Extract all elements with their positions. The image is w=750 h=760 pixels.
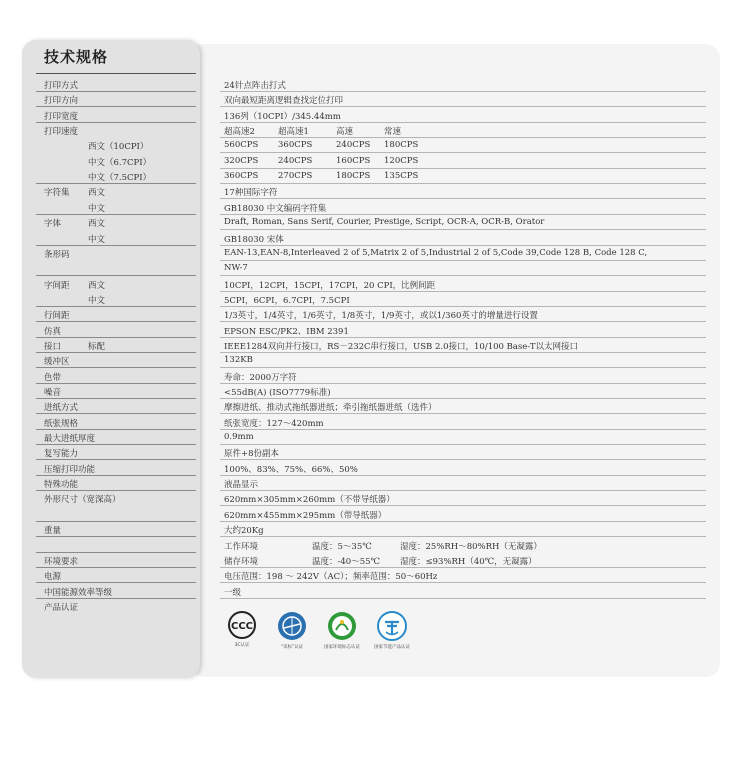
spec-value: 摩擦进纸、推动式拖纸器进纸；牵引拖纸器进纸（选件）	[224, 403, 437, 414]
spec-label: 字符集	[44, 188, 70, 199]
spec-value: 136列（10CPI）/345.44mm	[224, 111, 341, 122]
spec-value: IEEE1284双向并行接口，RS－232C串行接口，USB 2.0接口，10/100 Base-T以太网接口	[224, 341, 579, 352]
spec-row	[0, 369, 750, 384]
spec-label: 纸张规格	[44, 418, 79, 429]
speed-cell: 常速	[384, 127, 402, 138]
spec-label: 色带	[44, 372, 62, 383]
logo-caption: 国家节能产品认证	[374, 645, 410, 650]
spec-row	[0, 553, 750, 568]
spec-label: 打印方向	[44, 96, 79, 107]
spec-value: 液晶显示	[224, 480, 259, 491]
spec-label: 缓冲区	[44, 357, 70, 368]
spec-value: 620mm×455mm×295mm（带导纸器）	[224, 510, 387, 521]
speed-cell: 超高速2	[224, 127, 255, 138]
speed-cell: 360CPS	[278, 140, 313, 151]
spec-value: 原件+8份副本	[224, 449, 280, 460]
spec-label: 条形码	[44, 249, 70, 260]
spec-row	[0, 307, 750, 322]
spec-row	[0, 77, 750, 92]
caibiao-certification-icon	[272, 610, 312, 642]
spec-sublabel: 西文（10CPI）	[88, 142, 149, 153]
spec-value: 1/3英寸，1/4英寸，1/6英寸，1/8英寸，1/9英寸，或以1/360英寸的增量进行设置	[224, 311, 538, 322]
spec-row	[0, 277, 750, 292]
spec-row	[0, 200, 750, 215]
spec-row	[0, 338, 750, 353]
ccc-certification-icon	[222, 610, 262, 640]
spec-label: 中国能源效率等级	[44, 587, 113, 598]
spec-row	[0, 292, 750, 307]
spec-row	[0, 384, 750, 399]
spec-row	[0, 538, 750, 553]
certification-logo	[222, 610, 262, 648]
spec-row	[0, 261, 750, 276]
spec-row	[0, 491, 750, 506]
speed-cell: 320CPS	[224, 155, 259, 166]
spec-label: 环境要求	[44, 556, 79, 567]
spec-sublabel: 西文	[88, 219, 106, 230]
environment-cell: 储存环境	[224, 556, 259, 567]
spec-label: 打印方式	[44, 81, 79, 91]
environment-cell: 温度：5～35℃	[312, 541, 372, 552]
spec-row	[0, 215, 750, 230]
speed-cell: 120CPS	[384, 155, 419, 166]
spec-row	[0, 430, 750, 445]
spec-value: EAN-13,EAN-8,Interleaved 2 of 5,Matrix 2 of 5,Industrial 2 of 5,Code 39,Code 128 B, Code 128 C,	[224, 247, 648, 258]
spec-label: 接口	[44, 341, 62, 352]
spec-sublabel: 西文	[88, 280, 106, 291]
spec-value: GB18030 宋体	[224, 234, 284, 245]
spec-label: 外形尺寸（宽深高）	[44, 495, 121, 506]
spec-label: 最大进纸厚度	[44, 434, 96, 445]
svg-text:CCC: CCC	[230, 621, 254, 632]
certification-logo	[372, 610, 412, 650]
spec-row	[0, 108, 750, 123]
spec-row	[0, 154, 750, 169]
spec-row	[0, 323, 750, 338]
spec-value: 620mm×305mm×260mm（不带导纸器）	[224, 495, 395, 506]
speed-cell: 135CPS	[384, 171, 419, 182]
spec-sublabel: 西文	[88, 188, 106, 199]
spec-row	[0, 584, 750, 599]
spec-sublabel: 中文	[88, 234, 106, 245]
spec-label: 字间距	[44, 280, 70, 291]
spec-label: 进纸方式	[44, 403, 79, 414]
spec-value: 132KB	[224, 355, 253, 366]
spec-sublabel: 标配	[88, 341, 106, 352]
spec-row	[0, 138, 750, 153]
spec-row	[0, 507, 750, 522]
spec-value: Draft, Roman, Sans Serif, Courier, Prestige, Script, OCR-A, OCR-B, Orator	[224, 217, 545, 228]
spec-value: 双向最短距离逻辑查找定位打印	[224, 96, 344, 107]
certification-logo	[322, 610, 362, 650]
spec-row	[0, 476, 750, 491]
spec-row	[0, 445, 750, 460]
page-title: 技术规格	[44, 48, 109, 66]
spec-value: NW-7	[224, 263, 248, 274]
speed-cell: 超高速1	[278, 127, 309, 138]
speed-cell: 360CPS	[224, 171, 259, 182]
spec-label: 压缩打印功能	[44, 464, 96, 475]
spec-value: 17种国际字符	[224, 188, 278, 199]
spec-value: 24针点阵击打式	[224, 81, 286, 91]
spec-value: 10CPI，12CPI，15CPI，17CPI，20 CPI，比例间距	[224, 280, 436, 291]
spec-row	[0, 92, 750, 107]
spec-value: 纸张宽度：127～420mm	[224, 418, 324, 429]
spec-row	[0, 399, 750, 414]
energy-saving-icon	[372, 610, 412, 642]
spec-row	[0, 415, 750, 430]
spec-label: 复写能力	[44, 449, 79, 460]
speed-cell: 160CPS	[336, 155, 371, 166]
speed-cell: 180CPS	[384, 140, 419, 151]
spec-row	[0, 568, 750, 583]
spec-row	[0, 246, 750, 261]
spec-value: EPSON ESC/PK2、IBM 2391	[224, 326, 349, 337]
title-divider	[36, 73, 196, 74]
spec-row	[0, 231, 750, 246]
spec-sublabel: 中文（7.5CPI）	[88, 173, 152, 184]
environmental-label-icon	[322, 610, 362, 642]
spec-label: 字体	[44, 219, 62, 230]
spec-label: 特殊功能	[44, 480, 79, 491]
spec-label: 行间距	[44, 311, 70, 322]
spec-value: 大约20Kg	[224, 526, 264, 537]
spec-sublabel: 中文（6.7CPI）	[88, 157, 152, 168]
spec-label: 重量	[44, 526, 62, 537]
spec-row	[0, 184, 750, 199]
speed-cell: 240CPS	[336, 140, 371, 151]
certification-logo	[272, 610, 312, 650]
logo-caption: 3C认证	[234, 643, 250, 648]
spec-value: 100%、83%、75%、66%、50%	[224, 464, 358, 475]
speed-cell: 240CPS	[278, 155, 313, 166]
environment-cell: 工作环境	[224, 541, 259, 552]
spec-value: 一级	[224, 587, 242, 598]
spec-label: 打印速度	[44, 127, 79, 138]
spec-row	[0, 522, 750, 537]
spec-label: 产品认证	[44, 602, 79, 613]
spec-label: 仿真	[44, 326, 62, 337]
spec-value: GB18030 中文编码字符集	[224, 203, 327, 214]
spec-row	[0, 169, 750, 184]
environment-cell: 湿度：25%RH～80%RH（无凝露）	[400, 541, 542, 552]
spec-value: 0.9mm	[224, 432, 254, 443]
spec-sublabel: 中文	[88, 203, 106, 214]
speed-cell: 270CPS	[278, 171, 313, 182]
spec-sublabel: 中文	[88, 295, 106, 306]
speed-cell: 180CPS	[336, 171, 371, 182]
spec-value: 电压范围：198 ～ 242V（AC）；频率范围：50～60Hz	[224, 572, 438, 583]
logo-caption: 国家环境标志认证	[324, 645, 360, 650]
speed-cell: 高速	[336, 127, 354, 138]
spec-label: 噪音	[44, 388, 62, 398]
spec-value: 5CPI，6CPI，6.7CPI，7.5CPI	[224, 295, 350, 306]
spec-value: <55dB(A) (ISO7779标准)	[224, 388, 331, 398]
speed-cell: 560CPS	[224, 140, 259, 151]
spec-value: 寿命：2000万字符	[224, 372, 297, 383]
environment-cell: 温度：-40～55℃	[312, 556, 381, 567]
spec-label: 打印宽度	[44, 111, 79, 122]
spec-label: 电源	[44, 572, 62, 583]
certification-logos	[222, 610, 422, 660]
spec-row	[0, 461, 750, 476]
spec-row	[0, 353, 750, 368]
logo-caption: “采标”认证	[280, 645, 304, 650]
environment-cell: 湿度：≤93%RH（40℃，无凝露）	[400, 556, 537, 567]
spec-row	[0, 123, 750, 138]
